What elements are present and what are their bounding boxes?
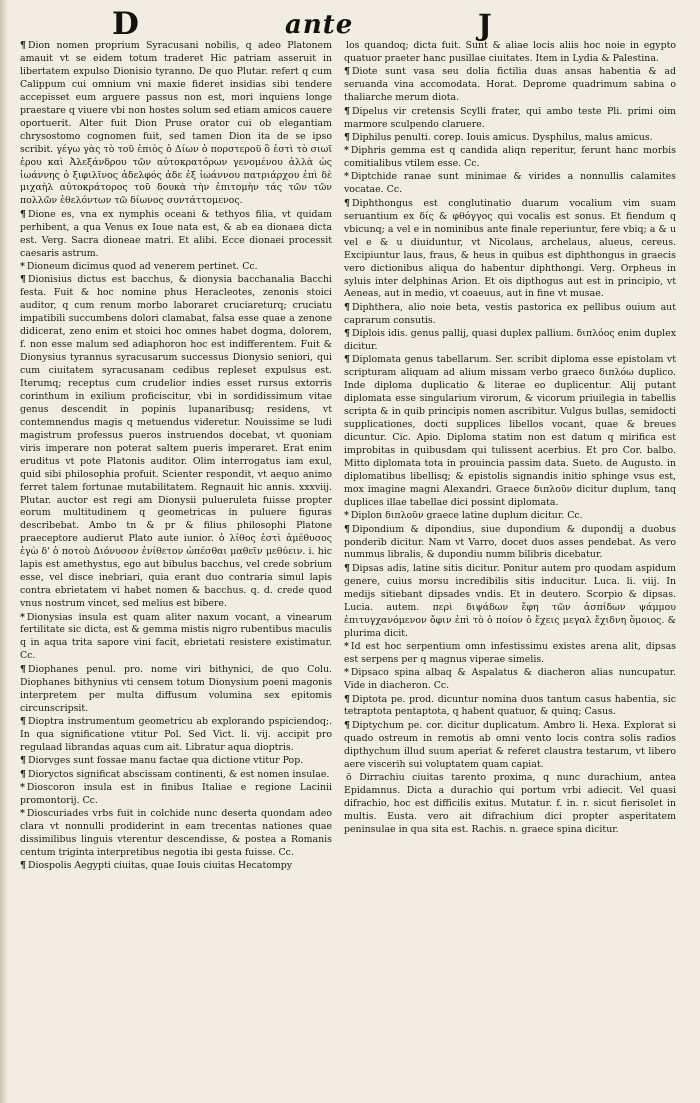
- entry-marker: ¶: [344, 523, 350, 535]
- head-letter-right: J: [478, 8, 492, 42]
- entry-marker: *: [344, 145, 349, 157]
- head-letter-left: D: [112, 6, 139, 42]
- entry-marker: ¶: [344, 66, 350, 78]
- dictionary-entry: [344, 171, 676, 197]
- entry-text: Diptchide ranae sunt minimae & virides a nonnullis calamites vocatae. Cc.: [344, 171, 676, 196]
- dictionary-entry: [20, 261, 332, 274]
- entry-marker: *: [20, 781, 25, 793]
- entry-marker: *: [344, 510, 349, 522]
- entry-text: Dioptra instrumentum geometricu ab explorando pspiciendoq;. In qua significatione vtitur Pol. Sed Vict. li. vij. accipit pro regulaad librandas aquas cum ait. Libratur aqua dioptris.: [20, 715, 332, 753]
- entry-marker: ¶: [344, 301, 350, 313]
- entry-text: Id est hoc serpentium omn infestissimu existes arena alit, dipsas est serpens per q magnus viperae simelis.: [344, 640, 676, 665]
- dictionary-entry: [344, 641, 676, 667]
- dictionary-entry: [344, 563, 676, 641]
- gutter-shadow: [0, 0, 8, 1103]
- entry-marker: ¶: [344, 354, 350, 366]
- dictionary-entry: [344, 524, 676, 563]
- dictionary-entry: [20, 808, 332, 860]
- entry-marker: ¶: [20, 274, 26, 286]
- entry-text: Diptota pe. prod. dicuntur nomina duos tantum casus habentia, sic tetraptota pentaptota, q habent quatuor, & quinq; Casus.: [344, 693, 676, 718]
- dictionary-entry: [20, 40, 332, 208]
- entry-text: Dipelus vir cretensis Scylli frater, qui ambo teste Pli. primi oim marmore sculpendo claruere.: [344, 105, 676, 130]
- entry-text: Diplois idis. genus pallij, quasi duplex pallium. διπλόος enim duplex dicitur.: [344, 328, 676, 353]
- entry-text: Dioneum dicimus quod ad venerem pertinet. Cc.: [26, 260, 258, 272]
- dictionary-entry: [344, 772, 676, 837]
- dictionary-entry: [344, 40, 676, 66]
- entry-text: Diorvges sunt fossae manu factae qua dictione vtitur Pop.: [27, 755, 304, 767]
- entry-marker: ¶: [344, 131, 350, 143]
- entry-text: Dipsaco spina albaq & Aspalatus & diacheron alias nuncupatur. Vide in diacheron. Cc.: [344, 667, 676, 692]
- entry-text: Diplon διπλοῦν graece latine duplum dicitur. Cc.: [350, 510, 583, 522]
- entry-text: Dioscuriades vrbs fuit in colchide nunc deserta quondam adeo clara vt nonnulli prodiderint in eam trecentas nationes quae dissimilibus linguis vterentur descendisse, & postea a Romanis centum triginta interpretibus negotia ibi gesta fuisse. Cc.: [20, 808, 332, 858]
- entry-marker: *: [20, 808, 25, 820]
- entry-marker: ¶: [20, 40, 26, 51]
- entry-marker: ¶: [344, 693, 350, 705]
- entry-text: Dionysias insula est quam aliter naxum vocant, a vinearum fertilitate sic dicta, est & gemma mistis nigro rubentibus maculis q in aqua trita sapore vini facit, ebrietati resistere existimatur. Cc.: [20, 611, 332, 662]
- left-column: [20, 40, 332, 1095]
- dictionary-entry: [20, 664, 332, 716]
- entry-marker: ¶: [344, 328, 350, 340]
- dictionary-entry: [20, 612, 332, 664]
- entry-text: Diplomata genus tabellarum. Ser. scribit diploma esse epistolam vt scripturam aliquam ad alium missam verbo graeco διπλόω duplico. Inde diploma duplicatio & literae eo duplicentur. Alij putant diplomata esse singularium virorum, & vicorum priuilegia in tabellis scripta & in quib principis nomen ascribitur. Vulgus bullas, semidocti supplicationes, docti supplices libellos vocant, quae & breues dicuntur. Cic. Apio. Diploma statim non est datum q mirifica est improbitas in quibusdam qui tulissent acerbius. Et pro Cor. balbo. Mitto diplomata tota in prouincia passim data. Sueto. de Augusto. in diplomatibus libellisq; & epistolis signandis initio sphinge vsus est, mox imagine magni Alexandri. Graece διπλοῦν dicitur duplum, tanq duplices illae tabellae dici possint diplomata.: [344, 354, 676, 508]
- entry-marker: ¶: [344, 562, 350, 574]
- dictionary-entry: [344, 694, 676, 720]
- dictionary-entry: [20, 782, 332, 808]
- dictionary-entry: [20, 860, 332, 873]
- dictionary-entry: [344, 667, 676, 693]
- entry-marker: *: [344, 171, 349, 183]
- entry-text: Diote sunt vasa seu dolia fictilia duas ansas habentia & ad seruanda vina accomodata. Horat. Deprome quadrimum sabina o thaliarche merum diota.: [344, 66, 676, 104]
- entry-marker: *: [20, 260, 25, 272]
- dictionary-entry: [344, 720, 676, 772]
- entry-marker: ¶: [344, 197, 350, 209]
- dictionary-entry: [344, 328, 676, 354]
- entry-marker: ¶: [20, 663, 26, 675]
- entry-text: Dioscoron insula est in finibus Italiae e regione Lacinii promontorij. Cc.: [20, 781, 332, 806]
- entry-marker: ¶: [344, 719, 350, 731]
- entry-marker: *: [344, 640, 349, 652]
- entry-text: Diophanes penul. pro. nome viri bithynici, de quo Colu. Diophanes bithynius vti censem totum Dionysium poeni magonis interpretem per multa diffusum volumina sex epitomis circunscripsit.: [20, 663, 332, 714]
- entry-marker: ¶: [20, 755, 26, 767]
- entry-text: Diphthongus est conglutinatio duarum vocalium vim suam seruantium ex δίς & φθόγγος qui vocalis est sonus. Et fiendum q vbicunq; a vel e in nominibus ante finale reperiuntur, fere vbiq; a & u vel e & u diuiduntur, vt Nicolaus, archelaus, alueus, cereus. Excipiuntur laus, fraus, & heus in quibus est diphthongus in graecis vero dictionibus aliqua do habentur diphthongi. Verg. Orpheus in syluis inter delphinas Arion. Et ois dipthogus aut est in principio, vt Aeneas, aut in medio, vt coaeuus, aut in fine vt musae.: [344, 197, 676, 300]
- entry-text: Dipsas adis, latine sitis dicitur. Ponitur autem pro quodam aspidum genere, cuius morsu incredibilis sitis inducitur. Luca. li. viij. In medijs sitiebant dipsades vndis. Et in deutero. Scorpio & dipsas. Lucia. autem. περὶ διψάδων ἔφη τῶν ἀσπίδων ψάμμου ἐπιτυγχανόμενον ὄφιν ἐπὶ τὸ ὁ ποίον ὁ ἔχεις μεγαλ ἔχιδνη ὅμοιος. & plurima dicit.: [344, 562, 676, 639]
- entry-text: Diphthera, alio noie beta, vestis pastorica ex pellibus ouium aut caprarum consutis.: [344, 301, 676, 326]
- dictionary-entry: [20, 716, 332, 755]
- entry-marker: *: [20, 611, 25, 623]
- entry-text: Diptychum pe. cor. dicitur duplicatum. Ambro li. Hexa. Explorat si quado ostreum in remotis ab omni vento locis contra solis radios dipthychum illud suum aperiat & referet claustra testarum, vt libero aere viscerih sui voluptatem quam capiat.: [344, 719, 676, 770]
- dictionary-entry: [344, 132, 676, 145]
- entry-marker: *: [344, 667, 349, 679]
- entry-text: Dion nomen proprium Syracusani nobilis, q adeo Platonem amauit vt se eidem totum traderet Hic patriam asseruit in libertatem expulso Dionisio tyranno. De quo Plutar. refert q cum Calippum cui omnium vni maxie fideret insidias sibi tendere accepisset eum arguere passus non est, mori inquiens longe praestare q viuere vbi non hostes solum sed etiam amicos cauere oportuerit. Alter fuit Dion Pruse orator cui ob elegantiam chrysostomo cognomen fuit, sed tamen Dion ita de se ipso scribit. γέγω γὰς τὸ τοῦ ἐπιὸς ὁ Δίων ὁ πορστεροῦ ὃ ἐστὶ τὸ σιωῖ ἐρου καὶ Ἀλεξάνδρου τῶν αὐτοκρατόρων γενομένου ἀλλὰ ὡς ἰωάννης ὁ ξιφιλῖνος ἀδελφός ἀδε ἐξ ἰωάννου πατριάρχου ἐπὶ δὲ μιχαὴλ αὐτοκράτορος τοῦ δουκὰ τὴν ἐπιτομὴν τάς τῶν τῶν πολλῶν ἐθελόντων τῶ δίωνος συντάττομενος.: [20, 40, 332, 207]
- right-column: [344, 40, 676, 1095]
- dictionary-entry: [344, 198, 676, 302]
- dictionary-entry: [20, 209, 332, 261]
- head-title: ante: [285, 10, 354, 40]
- entry-marker: ¶: [20, 208, 26, 220]
- entry-text: Dione es, vna ex nymphis oceani & tethyos filia, vt quidam perhibent, a qua Venus ex Ioue nata est, & ab ea dionaea dicta est. Verg. Sacra dioneae matri. Et alibi. Ecce dionaei processit caesaris astrum.: [20, 208, 332, 259]
- entry-text: Diospolis Aegypti ciuitas, quae Iouis ciuitas Hecatompy: [27, 860, 293, 872]
- entry-text: Dipondium & dipondius, siue dupondium & dupondij a duobus ponderib dicitur. Nam vt Varro, docet duos asses pendebat. As vero nummus libralis, & dupondiu numm bilibris dicebatur.: [344, 523, 676, 561]
- dictionary-entry: [344, 66, 676, 105]
- dictionary-entry: [20, 274, 332, 611]
- dictionary-entry: [344, 302, 676, 328]
- dictionary-entry: [20, 769, 332, 782]
- dictionary-entry: [20, 755, 332, 768]
- dictionary-entry: [344, 145, 676, 171]
- entry-marker: ¶: [20, 860, 26, 872]
- dictionary-entry: [344, 354, 676, 509]
- entry-text: Dioryctos significat abscissam continenti, & est nomen insulae.: [27, 768, 330, 780]
- entry-text: Dionisius dictus est bacchus, & dionysia bacchanalia Bacchi festa. Fuit & hoc nomine phus Heracleotes, zenonis stoici auditor, q cum renum morbo laboraret cruciareturq; cruciatu impatibili succumbens dolori clamabat, falsa esse quae a zenone didicerat, zeno enim et stoici hoc omnes habet dogma, dolorem, f. non esse malum sed adiaphoron hoc est indifferentem. Fuit & Dionysius tyrannus syracusarum successus Dionysio seniori, qui cum ciuitatem syracusanam cedibus repleset expulsus est. Iterumq; receptus cum crudelior indies esset rursus extorris corinthum in exilium proficiscitur, vbi in sordidissimum vitae genus descendit in popinis lupanaribusq; residens, vt contemnendus magis q metuendus videretur. Nouissime se ludi magistrum professus pueros instruendos docebat, vt quoniam viris imperare non poterat saltem pueris imperaret. Erat enim eruditus vt pote Platonis auditor. Olim interrogatus iam exul, quid sibi philosophia profuit. Scienter respondit, vt aequo animo ferret talem fortunae mutabilitatem. Regnauit hic annis. xxxviij. Plutar. auctor est regi am Dionysii pulueruleta fuisse propter eorum multitudinem q geometricas in puluere figuras describebat. Ambo tn & pr & filius philosophi Platone praeceptore audierut Plato aute iunior. ὁ λίθος ἐστὶ ἀμέθυσος ἐγὼ δ' ὁ ποτοὺ Διόνυσον ἐνίθετον ὡπέσθαι μαθεῖν μεθύειν. i. hic lapis est amethystus, ego aut bibulus bacchus, vel crede sobrium esse, vel disce inebriari, quia erant duo contraria simul lapis contra ebrietatem vi habet nomen & bacchus. q. d. crede quod vnus nostrum vincet, sed melius est bibere.: [20, 274, 332, 610]
- entry-marker: ¶: [20, 715, 26, 727]
- entry-marker: ¶: [20, 768, 26, 780]
- dictionary-entry: [344, 106, 676, 132]
- entry-text: los quandoq; dicta fuit. Sunt & aliae locis aliis hoc noie in egypto quatuor praeter hanc pusillae ciuitates. Item in Lydia & Palestina.: [344, 40, 676, 64]
- dictionary-entry: [344, 510, 676, 523]
- entry-text: Diphris gemma est q candida aliqn reperitur, ferunt hanc morbis comitialibus vtilem esse. Cc.: [344, 145, 676, 170]
- running-head: [0, 4, 700, 44]
- entry-text: Diphilus penulti. corep. Iouis amicus. Dysphilus, malus amicus.: [351, 131, 653, 143]
- entry-marker: ¶: [344, 105, 350, 117]
- entry-text: ō Dirrachiu ciuitas tarento proxima, q nunc durachium, antea Epidamnus. Dicta a durachio qui portum vrbi adiecit. Vel quasi difrachio, hoc est difficilis exitus. Mutatur. f. in. r. sicut fierisolet in multis. Eusta. vero ait difrachium dici propter asperitatem peninsulae in qua sita est. Rachis. n. graece spina dicitur.: [344, 772, 676, 835]
